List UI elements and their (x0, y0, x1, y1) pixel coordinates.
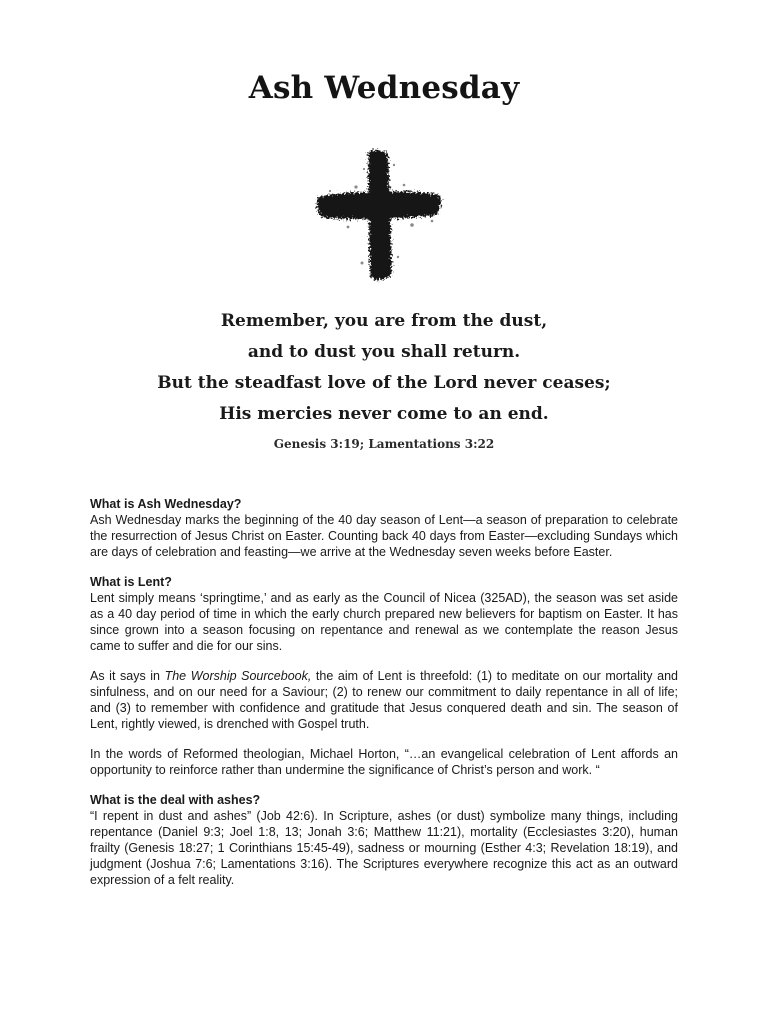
section-heading: What is Ash Wednesday? (90, 497, 242, 511)
section-heading: What is Lent? (90, 575, 172, 589)
verse-line: Remember, you are from the dust, (220, 311, 548, 331)
verse-line: and to dust you shall return. (247, 342, 521, 362)
paragraph-text: As it says in (90, 669, 165, 683)
section-ashes (90, 792, 678, 888)
lent-paragraph-1 (90, 574, 678, 654)
scripture-reference: Genesis 3:19; Lamentations 3:22 (273, 437, 495, 451)
section-text: “I repent in dust and ashes” (Job 42:6). In Scripture, ashes (or dust) symbolize many things, including repentance (Daniel 9:3; Joel 1:8, 13; Jonah 3:6; Matthew 11:21), mortality (Ecclesiastes 3:20), human frailty (Genesis 18:27; 1 Corinthians 15:45-49), sadness or mourning (Esther 4:3; Revelation 18:19), and judgment (Joshua 7:6; Lamentations 3:16). The Scriptures everywhere recognize this act as an outward expression of a felt reality. (90, 809, 678, 887)
section-text: Ash Wednesday marks the beginning of the 40 day season of Lent—a season of preparation to celebrate the resurrection of Jesus Christ on Easter. Counting back 40 days from Easter—excluding Sundays which are days of celebration and feasting—we arrive at the Wednesday seven weeks before Easter. (90, 513, 678, 559)
verse-line: But the steadfast love of the Lord never ceases; (157, 373, 611, 393)
section-heading: What is the deal with ashes? (90, 793, 261, 807)
lent-paragraph-2 (90, 668, 678, 732)
scripture-verse (0, 306, 768, 430)
section-ash-wednesday (90, 496, 678, 560)
paragraph-text: the aim of Lent is threefold: (1) to meditate on our mortality and sinfulness, and on our need for a Saviour; (2) to renew our commitment to daily repentance in all of life; and (3) to remember with confidence and gratitude that Jesus conquered death and sin. The season of Lent, rightly viewed, is drenched with Gospel truth. (90, 669, 678, 731)
ash-cross-image (312, 145, 446, 287)
lent-paragraph-3: In the words of Reformed theologian, Michael Horton, “…an evangelical celebration of Lent affords an opportunity to reinforce rather than undermine the significance of Christ’s person and work. “ (90, 747, 678, 777)
section-text: Lent simply means ‘springtime,’ and as early as the Council of Nicea (325AD), the season was set aside as a 40 day period of time in which the early church prepared new believers for baptism on Easter. It has since grown into a season focusing on repentance and renewal as we contemplate the reason Jesus came to suffer and die for our sins. (90, 591, 678, 653)
cross-icon (312, 145, 446, 287)
section-lent (90, 574, 678, 778)
page-title: Ash Wednesday (248, 70, 520, 106)
article-body (90, 496, 678, 902)
verse-line: His mercies never come to an end. (219, 404, 549, 424)
book-title: The Worship Sourcebook, (164, 669, 312, 683)
